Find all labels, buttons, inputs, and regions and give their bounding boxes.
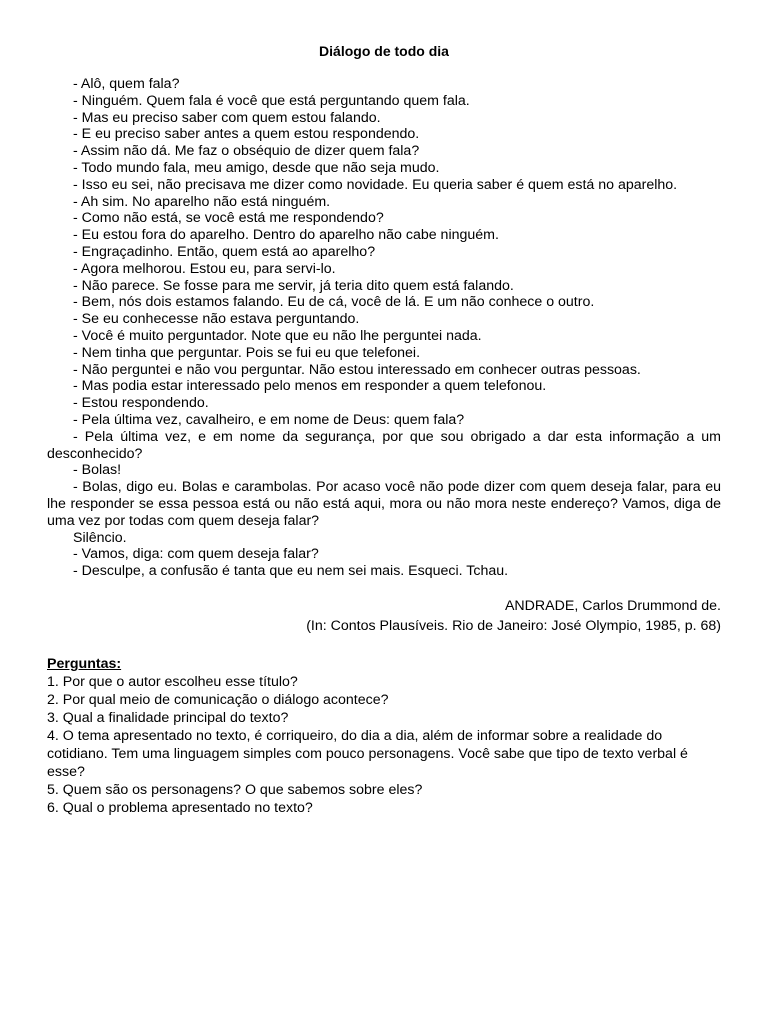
dialogue-line: - Alô, quem fala? [73, 76, 180, 92]
dialogue-line: - Pela última vez, e em nome da segurança, por que sou obrigado a dar esta informação a um desconhecido? [47, 428, 721, 462]
dialogue-line: - Você é muito perguntador. Note que eu não lhe perguntei nada. [73, 327, 482, 344]
document-page [47, 43, 721, 817]
dialogue-line: - Não perguntei e não vou perguntar. Não estou interessado em conhecer outras pessoas. [73, 361, 641, 378]
dialogue-text [47, 76, 721, 580]
dialogue-line: - Eu estou fora do aparelho. Dentro do aparelho não cabe ninguém. [73, 227, 499, 244]
dialogue-line: - Ah sim. No aparelho não está ninguém. [73, 193, 331, 210]
dialogue-line: - Assim não dá. Me faz o obséquio de dizer quem fala? [73, 143, 420, 160]
dialogue-line: - Mas eu preciso saber com quem estou falando. [73, 109, 381, 126]
document-title: Diálogo de todo dia [319, 43, 449, 59]
citation [47, 596, 721, 636]
dialogue-line: - Vamos, diga: com quem deseja falar? [73, 546, 319, 563]
citation-author: ANDRADE, Carlos Drummond de. [504, 597, 721, 614]
citation-source: (In: Contos Plausíveis. Rio de Janeiro: José Olympio, 1985, p. 68) [306, 617, 721, 634]
question-item: 3. Qual a finalidade principal do texto? [47, 709, 289, 726]
questions-section [47, 655, 721, 817]
dialogue-line: - Mas podia estar interessado pelo menos em responder a quem telefonou. [73, 378, 547, 395]
question-item: 2. Por qual meio de comunicação o diálogo acontece? [47, 691, 389, 708]
dialogue-line: - Engraçadinho. Então, quem está ao aparelho? [73, 243, 376, 260]
dialogue-line: - Nem tinha que perguntar. Pois se fui eu que telefonei. [73, 344, 421, 361]
dialogue-line: - Ninguém. Quem fala é você que está perguntando quem fala. [73, 92, 470, 109]
dialogue-line: - Bem, nós dois estamos falando. Eu de cá, você de lá. E um não conhece o outro. [73, 294, 595, 311]
questions-heading: Perguntas: [47, 655, 122, 672]
dialogue-line: - Bolas! [73, 462, 122, 479]
dialogue-line: - Agora melhorou. Estou eu, para servi-lo. [73, 260, 336, 277]
dialogue-line: - Se eu conhecesse não estava perguntando. [73, 311, 360, 328]
dialogue-line: - Estou respondendo. [73, 395, 209, 412]
question-item: 1. Por que o autor escolheu esse título? [47, 673, 298, 690]
question-item: 4. O tema apresentado no texto, é corriqueiro, do dia a dia, além de informar sobre a realidade do cotidiano. Tem uma linguagem simples com pouco personagens. Você sabe que tipo de texto verbal é esse? [47, 727, 688, 780]
question-item: 6. Qual o problema apresentado no texto? [47, 799, 313, 816]
question-item: 5. Quem são os personagens? O que sabemos sobre eles? [47, 781, 423, 798]
dialogue-line: - E eu preciso saber antes a quem estou respondendo. [73, 126, 420, 143]
dialogue-line: - Como não está, se você está me respondendo? [73, 210, 384, 227]
dialogue-line: Silêncio. [73, 529, 127, 546]
dialogue-line: - Não parece. Se fosse para me servir, já teria dito quem está falando. [73, 277, 514, 294]
dialogue-line: - Pela última vez, cavalheiro, e em nome de Deus: quem fala? [73, 411, 465, 428]
dialogue-line: - Bolas, digo eu. Bolas e carambolas. Por acaso você não pode dizer com quem deseja falar, para eu lhe responder se essa pessoa está ou não está aqui, mora ou não mora neste endereço? Vamos, diga de uma vez por todas com quem deseja falar? [47, 479, 721, 529]
dialogue-line: - Desculpe, a confusão é tanta que eu nem sei mais. Esqueci. Tchau. [73, 563, 509, 580]
dialogue-line: - Todo mundo fala, meu amigo, desde que não seja mudo. [73, 159, 440, 176]
dialogue-line: - Isso eu sei, não precisava me dizer como novidade. Eu queria saber é quem está no aparelho. [73, 176, 678, 193]
questions-list [47, 673, 721, 817]
